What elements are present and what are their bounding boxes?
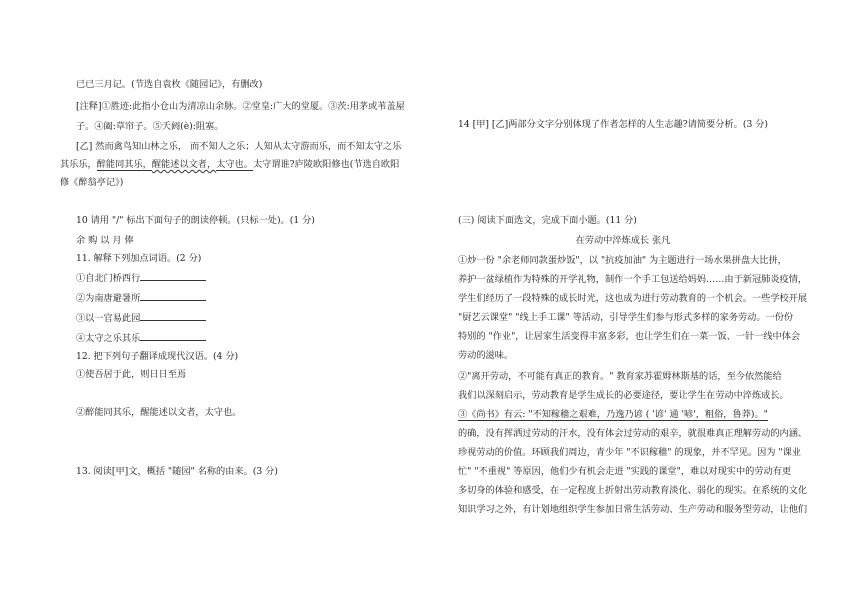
paragraph-line: 劳动的滋味。: [458, 350, 514, 361]
question-11-item: [76, 270, 206, 285]
text-span: 其乐乐，: [60, 159, 97, 170]
paragraph-line: "厨艺云课堂" "线上手工课" 等活动，引导学生们参与形式多样的家务劳动。一份份: [458, 312, 794, 323]
paragraph-line: ②"离开劳动，不可能有真正的教育。" 教育家苏霍姆林斯基的话，至今依然能给: [458, 371, 782, 382]
answer-blank[interactable]: [140, 310, 206, 321]
paragraph-line: 养护一盆绿植作为特殊的开学礼物，制作一个手工包送给妈妈……由于新冠肺炎疫情，: [458, 274, 808, 285]
question-13: 13. 阅读[甲]文，概括 "随园" 名称的由来。(3 分): [76, 466, 278, 477]
question-12: 12. 把下列句子翻译成现代汉语。(4 分): [76, 351, 239, 362]
passage-yi-line: [60, 158, 399, 171]
paragraph-line: 知识学习之外，有计划地组织学生参加日常生活劳动、生产劳动和服务型劳动，让他们: [458, 504, 808, 515]
quote-line: [458, 408, 768, 421]
underlined-quote: ③《尚书》有云: "不知稼穑之艰难，乃逸乃谚 ( '谚' 通 '喭'，粗俗，鲁莽)。": [458, 409, 768, 420]
underlined-phrase: 醒能述以文者，: [151, 159, 217, 170]
item-text: ④太守之乐其乐: [76, 333, 141, 344]
article-title: 在劳动中淬炼成长 张凡: [575, 235, 671, 246]
section-title: (三) 阅读下面选文，完成下面小题。(11 分): [458, 215, 637, 226]
question-12-item: ①使吾居于此，则日日至焉: [76, 369, 187, 380]
annotation-line: [注释]①胜迹:此指小仓山为清凉山余脉。②堂皇:广大的堂厦。③茨:用茅或苇盖屋: [76, 101, 405, 112]
underlined-phrase: 醉能同其乐，: [96, 159, 152, 170]
question-11: 11. 解释下列加点词语。(2 分): [76, 253, 202, 264]
answer-blank[interactable]: [140, 290, 206, 301]
answer-blank[interactable]: [140, 330, 206, 341]
text-line: 已已三月记。(节选自袁枚《随园记》，有删改): [76, 79, 263, 90]
question-14: 14 [甲] [乙]两部分文字分别体现了作者怎样的人生志趣?请简要分析。(3 分): [458, 119, 768, 130]
text-span: 太守谓谁?庐陵欧阳修也(节选自欧阳: [252, 159, 400, 170]
question-10: 10 请用 "/" 标出下面句子的朗读停顿。(只标一处)。(1 分): [76, 215, 315, 226]
paragraph-line: 学生们经历了一段特殊的成长时光，这也成为进行劳动教育的一个机会。一些学校开展: [458, 293, 808, 304]
paragraph-line: 我们以深刻启示，劳动教育是学生成长的必要途径，要让学生在劳动中淬炼成长。: [458, 390, 789, 401]
source-line: 修《醉翁亭记》): [60, 177, 124, 188]
question-11-item: [76, 290, 206, 305]
annotation-line: 子。④阖:草帘子。⑤夭阏(è):阻塞。: [76, 121, 224, 132]
question-11-item: [76, 330, 206, 345]
item-text: ①自北门桥西行: [76, 273, 141, 284]
passage-yi-line: [乙] 然而禽鸟知山林之乐， 而不知人之乐；人知从太守游而乐，而不知太守之乐: [76, 141, 402, 152]
paragraph-line: 特别的 "作业"，让居家生活变得丰富多彩，也让学生们在一菜一饭、一针一线中体会: [458, 331, 801, 342]
paragraph-line: 多切身的体验和感受，在一定程度上折射出劳动教育淡化、弱化的现实。在系统的文化: [458, 485, 808, 496]
paragraph-line: 忙" "不重视" 等原因，他们少有机会走进 "实践的课堂"，难以对现实中的劳动有更: [458, 466, 792, 477]
paragraph-line: 珍视劳动的价值。环顾我们周边，青少年 "不识稼穑" 的现象，并不罕见。因为 "课业: [458, 447, 801, 458]
underlined-phrase: 太守也。: [216, 159, 253, 170]
question-11-item: [76, 310, 206, 325]
paragraph-line: 的确，没有挥洒过劳动的汗水，没有体会过劳动的艰辛，就很难真正理解劳动的内涵、: [458, 428, 808, 439]
item-text: ②为南唐避暑所: [76, 293, 141, 304]
question-10-sentence: 余 购 以 月 俸: [76, 235, 134, 246]
answer-blank[interactable]: [140, 270, 206, 281]
paragraph-line: ①炒一份 "余老师同款蛋炒饭"，以 "抗疫加油" 为主题进行一场水果拼盘大比拼，: [458, 255, 787, 266]
item-text: ③以一官易此园: [76, 313, 141, 324]
question-12-item: ②醉能同其乐，醒能述以文者，太守也。: [76, 407, 242, 418]
